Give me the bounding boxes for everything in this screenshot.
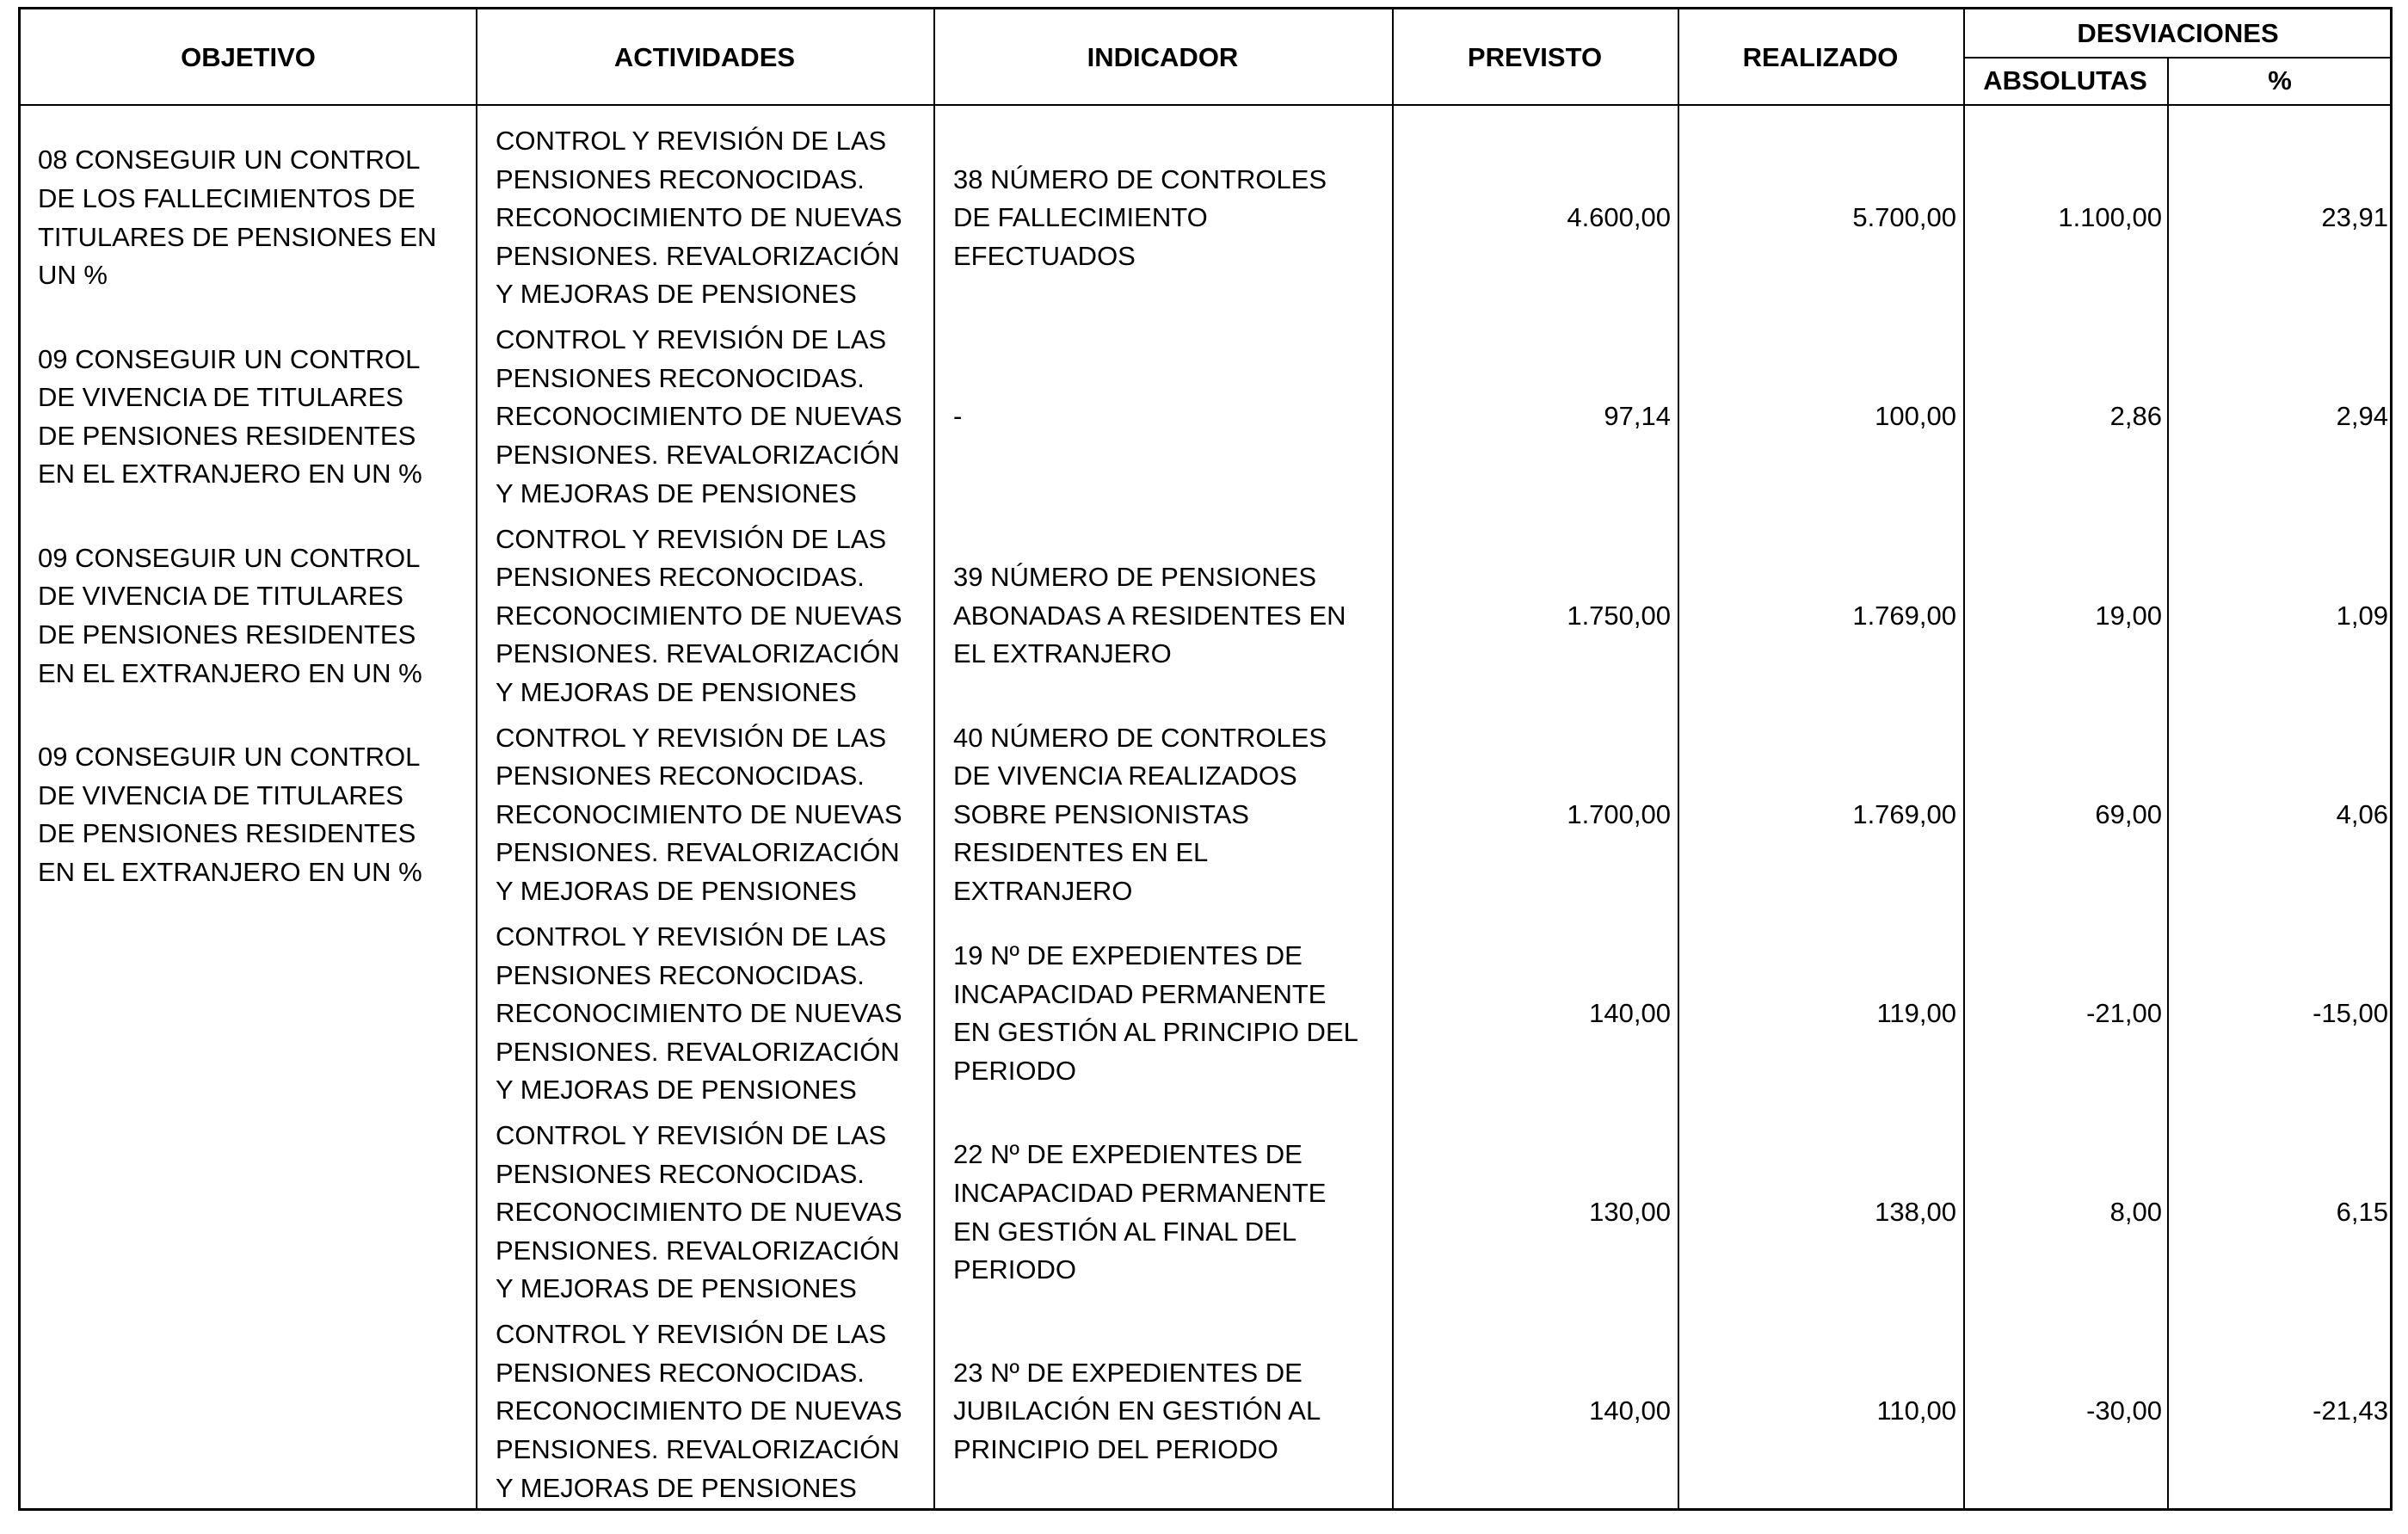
cell-percent: 23,91 [2321,202,2388,233]
cell-previsto: 4.600,00 [1567,202,1671,233]
header-realizado: REALIZADO [1742,41,1899,72]
cell-actividades: CONTROL Y REVISIÓN DE LAS PENSIONES RECONOCIDAS. RECONOCIMIENTO DE NUEVAS PENSIONES. REVALORIZACIÓN Y MEJORAS DE PENSIONES [496,126,902,310]
header-objetivo: OBJETIVO [181,41,316,72]
cell-percent: 1,09 [2336,600,2388,631]
cell-realizado: 100,00 [1875,401,1956,432]
column-divider [2167,57,2169,1508]
cell-percent: -15,00 [2313,998,2388,1029]
cell-actividades: CONTROL Y REVISIÓN DE LAS PENSIONES RECONOCIDAS. RECONOCIMIENTO DE NUEVAS PENSIONES. REVALORIZACIÓN Y MEJORAS DE PENSIONES [496,523,902,707]
cell-actividades: CONTROL Y REVISIÓN DE LAS PENSIONES RECONOCIDAS. RECONOCIMIENTO DE NUEVAS PENSIONES. REVALORIZACIÓN Y MEJORAS DE PENSIONES [496,722,902,907]
cell-indicador: 23 Nº DE EXPEDIENTES DE JUBILACIÓN EN GESTIÓN AL PRINCIPIO DEL PERIODO [953,1357,1321,1465]
cell-actividades: CONTROL Y REVISIÓN DE LAS PENSIONES RECONOCIDAS. RECONOCIMIENTO DE NUEVAS PENSIONES. REVALORIZACIÓN Y MEJORAS DE PENSIONES [496,921,902,1106]
cell-realizado: 138,00 [1875,1197,1956,1228]
cell-objetivo [38,915,468,1113]
cell-previsto: 140,00 [1589,998,1671,1029]
column-divider [1678,9,1679,1508]
cell-realizado: 1.769,00 [1852,798,1956,829]
cell-previsto: 1.700,00 [1567,798,1671,829]
column-divider [476,9,477,1508]
cell-indicador: 22 Nº DE EXPEDIENTES DE INCAPACIDAD PERMANENTE EN GESTIÓN AL FINAL DEL PERIODO [953,1139,1327,1285]
cell-previsto: 130,00 [1589,1197,1671,1228]
header-percent: % [2268,65,2292,95]
cell-previsto: 1.750,00 [1567,600,1671,631]
cell-percent: 4,06 [2336,798,2388,829]
cell-absolutas: 69,00 [2095,798,2162,829]
cell-percent: 2,94 [2336,401,2388,432]
indicators-table [18,7,2393,1511]
cell-absolutas: -21,00 [2086,998,2162,1029]
cell-percent: 6,15 [2336,1197,2388,1228]
cell-realizado: 119,00 [1876,998,1956,1029]
cell-previsto: 97,14 [1604,401,1671,432]
cell-actividades: CONTROL Y REVISIÓN DE LAS PENSIONES RECONOCIDAS. RECONOCIMIENTO DE NUEVAS PENSIONES. REVALORIZACIÓN Y MEJORAS DE PENSIONES [496,1120,902,1304]
cell-absolutas: 1.100,00 [2058,202,2162,233]
cell-absolutas: -30,00 [2086,1395,2162,1426]
cell-indicador: 38 NÚMERO DE CONTROLES DE FALLECIMIENTO EFECTUADOS [953,163,1327,271]
cell-percent: -21,43 [2313,1395,2388,1426]
cell-objetivo: 09 CONSEGUIR UN CONTROL DE VIVENCIA DE TITULARES DE PENSIONES RESIDENTES EN EL EXTRANJERO EN UN % [38,542,422,688]
cell-realizado: 1.769,00 [1852,600,1956,631]
header-previsto: PREVISTO [1467,41,1603,72]
cell-indicador: 19 Nº DE EXPEDIENTES DE INCAPACIDAD PERMANENTE EN GESTIÓN AL PRINCIPIO DEL PERIODO [953,940,1358,1086]
cell-realizado: 5.700,00 [1852,202,1956,233]
cell-objetivo: 09 CONSEGUIR UN CONTROL DE VIVENCIA DE TITULARES DE PENSIONES RESIDENTES EN EL EXTRANJERO EN UN % [38,343,422,490]
column-divider [1392,9,1394,1508]
cell-objetivo: 09 CONSEGUIR UN CONTROL DE VIVENCIA DE TITULARES DE PENSIONES RESIDENTES EN EL EXTRANJERO EN UN % [38,742,422,887]
cell-indicador: 40 NÚMERO DE CONTROLES DE VIVENCIA REALIZADOS SOBRE PENSIONISTAS RESIDENTES EN EL EXTRANJERO [953,722,1327,907]
cell-absolutas: 2,86 [2109,401,2162,432]
cell-previsto: 140,00 [1589,1395,1671,1426]
cell-objetivo [38,1312,468,1511]
cell-actividades: CONTROL Y REVISIÓN DE LAS PENSIONES RECONOCIDAS. RECONOCIMIENTO DE NUEVAS PENSIONES. REVALORIZACIÓN Y MEJORAS DE PENSIONES [496,324,902,508]
header-divider [21,104,2390,106]
header-desviaciones: DESVIACIONES [2077,18,2279,48]
cell-indicador: - [953,401,963,432]
column-divider [933,9,935,1508]
cell-realizado: 110,00 [1876,1395,1956,1426]
header-absolutas: ABSOLUTAS [1983,65,2147,95]
header-indicador: INDICADOR [1087,41,1239,72]
cell-objetivo: 08 CONSEGUIR UN CONTROL DE LOS FALLECIMIENTOS DE TITULARES DE PENSIONES EN UN % [38,145,437,291]
cell-absolutas: 19,00 [2095,600,2162,631]
cell-indicador: 39 NÚMERO DE PENSIONES ABONADAS A RESIDENTES EN EL EXTRANJERO [953,562,1346,669]
cell-actividades: CONTROL Y REVISIÓN DE LAS PENSIONES RECONOCIDAS. RECONOCIMIENTO DE NUEVAS PENSIONES. REVALORIZACIÓN Y MEJORAS DE PENSIONES [496,1319,902,1503]
cell-absolutas: 8,00 [2109,1197,2162,1228]
header-actividades: ACTIVIDADES [613,41,796,72]
cell-objetivo [38,1113,468,1312]
column-divider [1963,9,1965,1508]
